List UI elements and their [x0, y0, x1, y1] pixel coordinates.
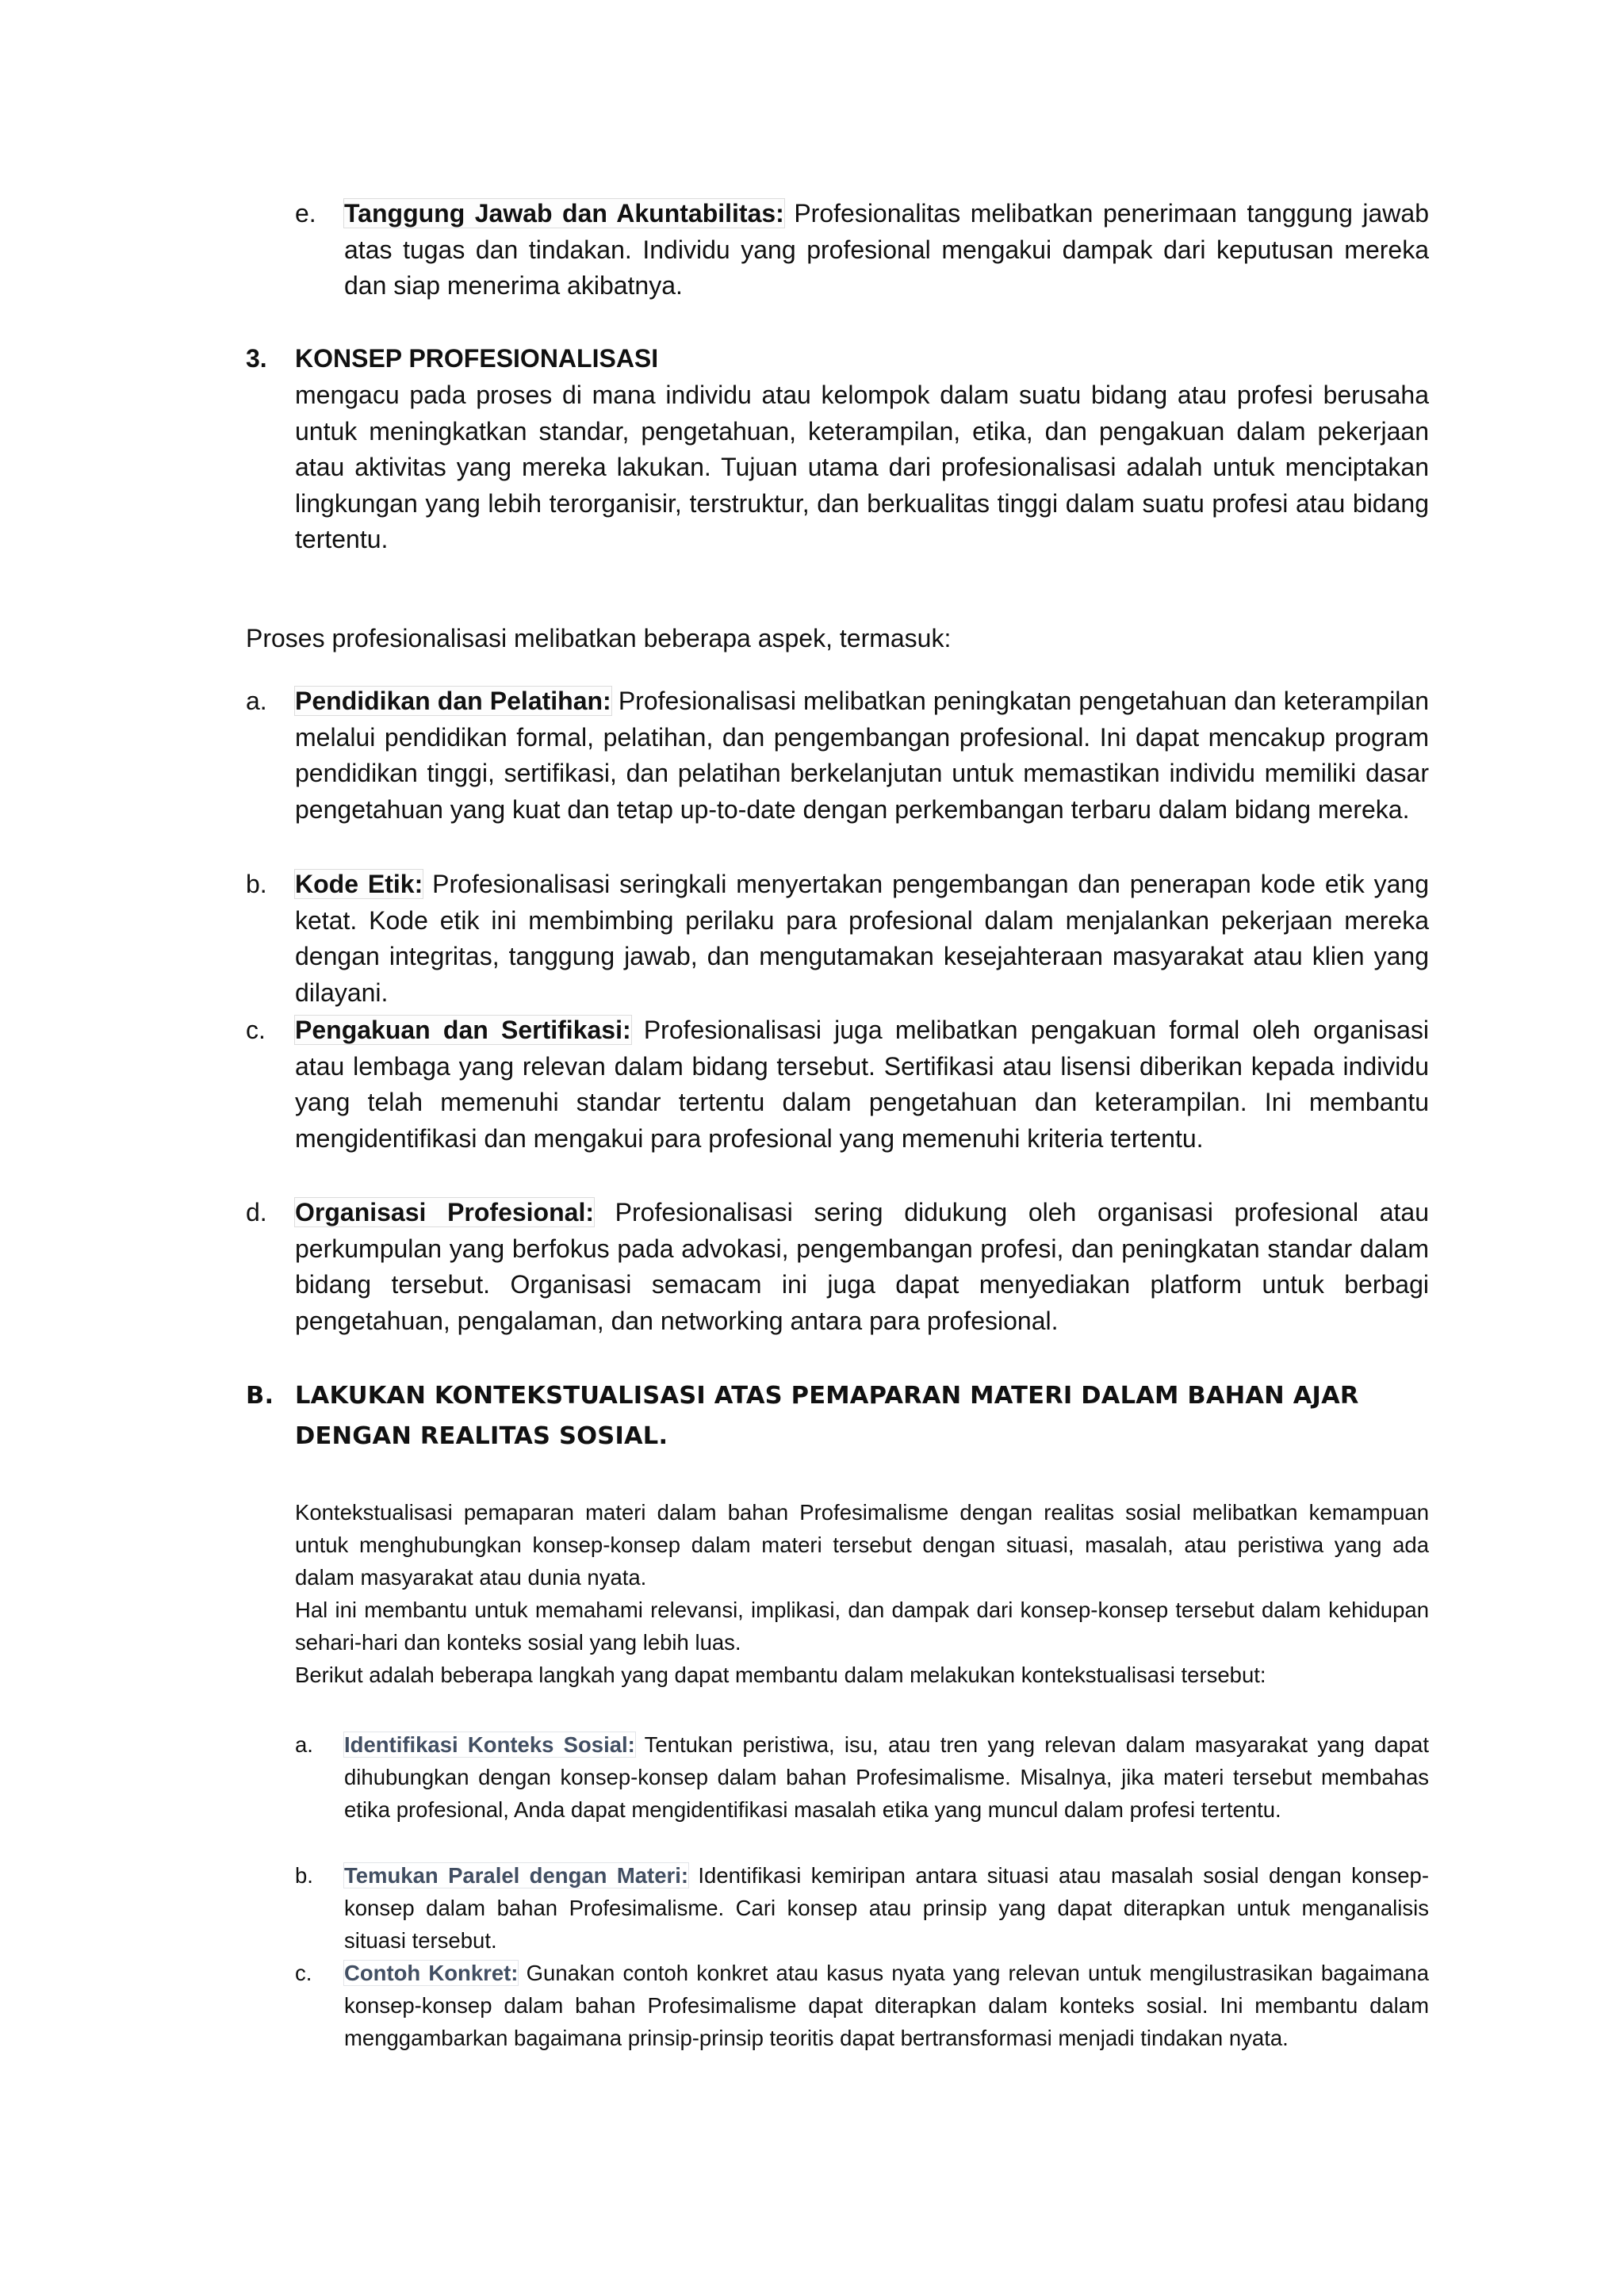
step-term: Identifikasi Konteks Sosial: — [344, 1732, 635, 1757]
aspect-item-c — [246, 1012, 1429, 1157]
section-title: KONSEP PROFESIONALISASI — [295, 344, 659, 373]
step-item-a — [295, 1728, 1429, 1826]
item-description: Profesionalisasi melibatkan peningkatan pengetahuan dan keterampilan melalui pendidikan formal, pelatihan, dan pengembangan profesional. Ini dapat mencakup program pendidikan tinggi, sertifikasi, dan pelatihan berkelanjutan untuk memastikan individu memiliki dasar pengetahuan yang kuat dan tetap up-to-date dengan perkembangan terbaru dalam bidang mereka. — [295, 687, 1430, 824]
list-marker: e. — [295, 199, 316, 228]
step-description: Tentukan peristiwa, isu, atau tren yang relevan dalam masyarakat yang dapat dihubungkan dengan konsep-konsep dalam bahan Profesimalisme. Misalnya, jika materi tersebut membahas etika profesional, Anda dapat mengidentifikasi masalah etika yang muncul dalam profesi tertentu. — [344, 1732, 1429, 1822]
list-marker: a. — [295, 1732, 313, 1757]
section-number: 3. — [246, 344, 267, 373]
list-marker: b. — [246, 870, 267, 898]
aspect-item-d — [246, 1195, 1429, 1339]
item-description: Profesionalitas melibatkan penerimaan tanggung jawab atas tugas dan tindakan. Individu yang profesional mengakui dampak dari keputusan mereka dan siap menerima akibatnya. — [344, 199, 1430, 300]
context-paragraph-1: Kontekstualisasi pemaparan materi dalam bahan Profesimalisme dengan realitas sosial melibatkan kemampuan untuk menghubungkan konsep-konsep dalam materi tersebut dengan situasi, masalah, atau peristiwa yang ada dalam masyarakat atau dunia nyata. — [295, 1500, 1429, 1590]
list-item-e — [295, 196, 1429, 304]
item-term: Tanggung Jawab dan Akuntabilitas: — [344, 199, 784, 228]
item-term: Pengakuan dan Sertifikasi: — [295, 1016, 631, 1044]
step-term: Temukan Paralel dengan Materi: — [344, 1863, 689, 1888]
item-description: Profesionalisasi juga melibatkan pengakuan formal oleh organisasi atau lembaga yang relevan dalam bidang tersebut. Sertifikasi atau lisensi diberikan kepada individu yang telah memenuhi standar tertentu dalam pengetahuan dan keterampilan. Ini membantu mengidentifikasi dan mengakui para profesional yang memenuhi kriteria tertentu. — [295, 1016, 1430, 1153]
item-term: Pendidikan dan Pelatihan: — [295, 687, 611, 715]
section-body-paragraph: mengacu pada proses di mana individu atau kelompok dalam suatu bidang atau profesi berusaha untuk meningkatkan standar, pengetahuan, keterampilan, etika, dan pengakuan dalam pekerjaan atau aktivitas yang mereka lakukan. Tujuan utama dari profesionalisasi adalah untuk menciptakan lingkungan yang lebih terorganisir, terstruktur, dan berkualitas tinggi dalam suatu profesi atau bidang tertentu. — [295, 381, 1429, 553]
item-description: Profesionalisasi seringkali menyertakan pengembangan dan penerapan kode etik yang ketat. Kode etik ini membimbing perilaku para profesional dalam menjalankan pekerjaan mereka dengan integritas, tanggung jawab, dan mengutamakan kesejahteraan masyarakat atau klien yang dilayani. — [295, 870, 1430, 1007]
step-description: Gunakan contoh konkret atau kasus nyata yang relevan untuk mengilustrasikan bagaimana konsep-konsep dalam bahan Profesimalisme dapat diterapkan dalam konteks sosial. Ini membantu dalam menggambarkan bagaimana prinsip-prinsip teoritis dapat bertransformasi menjadi tindakan nyata. — [344, 1961, 1429, 2050]
section-letter: B. — [246, 1382, 274, 1410]
aspects-intro — [246, 621, 1435, 657]
context-paragraph-2: Hal ini membantu untuk memahami relevansi, implikasi, dan dampak dari konsep-konsep tersebut dalam kehidupan sehari-hari dan konteks sosial yang lebih luas. — [295, 1598, 1429, 1655]
aspect-item-b — [246, 867, 1429, 1011]
context-paragraphs — [295, 1496, 1429, 1691]
item-description: Profesionalisasi sering didukung oleh organisasi profesional atau perkumpulan yang berfokus pada advokasi, pengembangan profesi, dan peningkatan standar dalam bidang tersebut. Organisasi semacam ini juga dapat menyediakan platform untuk berbagi pengetahuan, pengalaman, dan networking antara para profesional. — [295, 1198, 1430, 1335]
context-paragraph-3: Berikut adalah beberapa langkah yang dapat membantu dalam melakukan kontekstualisasi tersebut: — [295, 1663, 1266, 1687]
section-b-heading — [246, 1376, 1429, 1456]
section-b-title: LAKUKAN KONTEKSTUALISASI ATAS PEMAPARAN MATERI DALAM BAHAN AJAR DENGAN REALITAS SOSIAL. — [295, 1382, 1359, 1450]
list-marker: c. — [246, 1016, 266, 1044]
section-3-body — [295, 377, 1429, 558]
item-term: Kode Etik: — [295, 870, 423, 898]
step-item-c — [295, 1957, 1429, 2054]
step-item-b — [295, 1859, 1429, 1957]
list-marker: a. — [246, 687, 267, 715]
list-marker: c. — [295, 1961, 312, 1985]
item-term: Organisasi Profesional: — [295, 1198, 594, 1226]
step-description: Identifikasi kemiripan antara situasi atau masalah sosial dengan konsep-konsep dalam bahan Profesimalisme. Cari konsep atau prinsip yang dapat diterapkan untuk menganalisis situasi tersebut. — [344, 1863, 1429, 1953]
list-marker: b. — [295, 1863, 313, 1888]
intro-paragraph: Proses profesionalisasi melibatkan beberapa aspek, termasuk: — [246, 624, 952, 652]
aspect-item-a — [246, 683, 1429, 828]
step-term: Contoh Konkret: — [344, 1961, 519, 1985]
list-marker: d. — [246, 1198, 267, 1226]
